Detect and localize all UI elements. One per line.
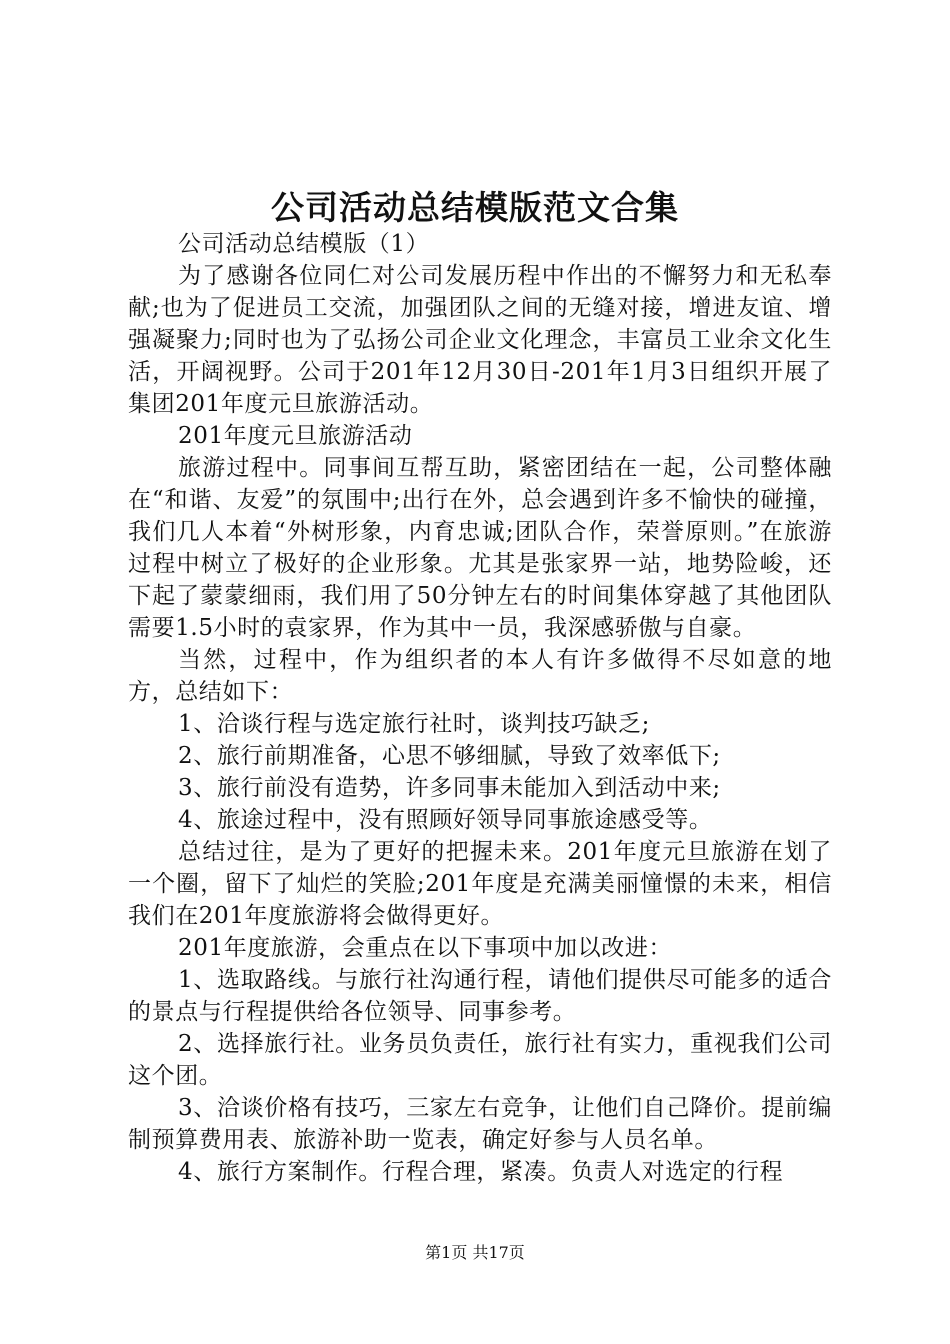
page-number-footer: 第1页 共17页: [425, 1243, 525, 1262]
list-item: 3、旅行前没有造势，许多同事未能加入到活动中来;: [178, 775, 721, 801]
paragraph-subheading: 201年度元旦旅游活动: [178, 423, 413, 449]
paragraph-heading-1: 公司活动总结模版（1）: [178, 231, 430, 257]
list-item: 4、旅行方案制作。行程合理，紧凑。负责人对选定的行程: [178, 1159, 784, 1185]
list-item: 3、洽谈价格有技巧，三家左右竞争，让他们自己降价。提前编制预算费用表、旅游补助一览表，确定好参与人员名单。: [128, 1095, 832, 1153]
paragraph: 总结过往，是为了更好的把握未来。201年度元旦旅游在划了一个圈，留下了灿烂的笑脸;201年度是充满美丽憧憬的未来，相信我们在201年度旅游将会做得更好。: [128, 839, 832, 929]
list-item: 4、旅途过程中，没有照顾好领导同事旅途感受等。: [178, 807, 713, 833]
document-body: [128, 228, 832, 1188]
list-item: 1、选取路线。与旅行社沟通行程，请他们提供尽可能多的适合的景点与行程提供给各位领导、同事参考。: [128, 967, 832, 1025]
list-item: 2、旅行前期准备，心思不够细腻，导致了效率低下;: [178, 743, 721, 769]
list-item: 2、选择旅行社。业务员负责任，旅行社有实力，重视我们公司这个团。: [128, 1031, 832, 1089]
paragraph: 201年度旅游，会重点在以下事项中加以改进：: [178, 935, 673, 961]
document-title: 公司活动总结模版范文合集: [271, 188, 679, 227]
paragraph: 为了感谢各位同仁对公司发展历程中作出的不懈努力和无私奉献;也为了促进员工交流，加强团队之间的无缝对接，增进友谊、增强凝聚力;同时也为了弘扬公司企业文化理念，丰富员工业余文化生活，开阔视野。公司于201年12月30日-201年1月3日组织开展了集团201年度元旦旅游活动。: [128, 263, 832, 417]
paragraph: 旅游过程中。同事间互帮互助，紧密团结在一起，公司整体融在“和谐、友爱”的氛围中;出行在外，总会遇到许多不愉快的碰撞，我们几人本着“外树形象，内育忠诚;团队合作，荣誉原则。”在旅游过程中树立了极好的企业形象。尤其是张家界一站，地势险峻，还下起了蒙蒙细雨，我们用了50分钟左右的时间集体穿越了其他团队需要1.5小时的袁家界，作为其中一员，我深感骄傲与自豪。: [128, 455, 832, 641]
list-item: 1、洽谈行程与选定旅行社时，谈判技巧缺乏;: [178, 711, 650, 737]
paragraph: 当然，过程中，作为组织者的本人有许多做得不尽如意的地方，总结如下：: [128, 647, 832, 705]
